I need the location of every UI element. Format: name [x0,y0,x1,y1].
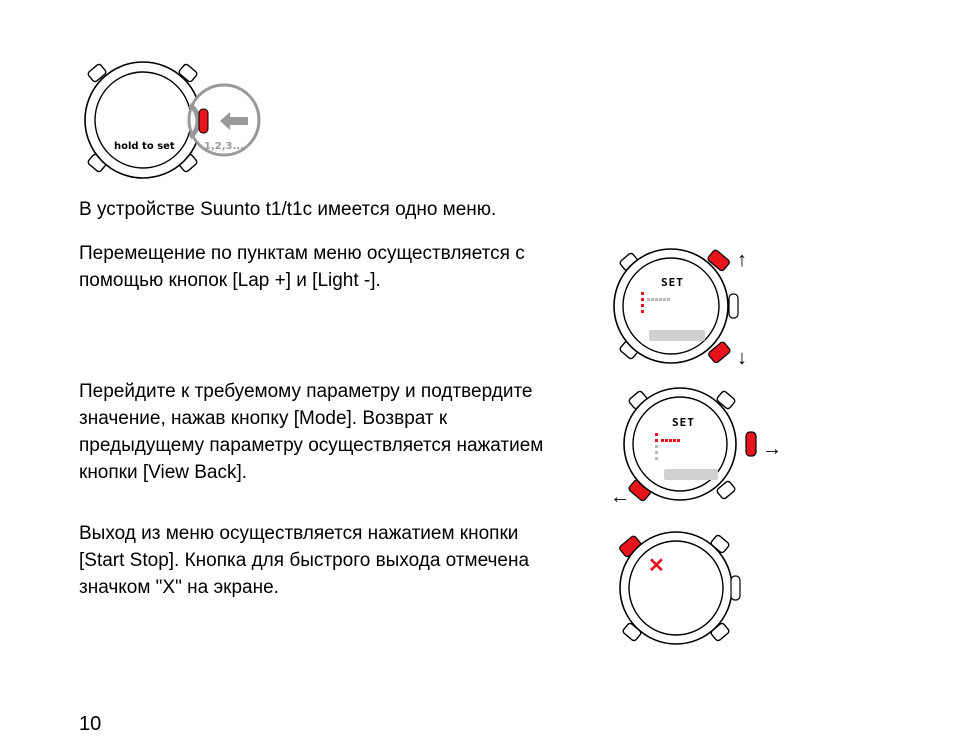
hold-to-set-illustration [78,62,268,187]
screen-title: SET [661,276,684,289]
exit-x-icon: ✕ [648,555,665,577]
arrow-up-icon: ↑ [737,249,747,271]
paragraph-line: значение, нажав кнопку [Mode]. Возврат к [79,408,448,429]
paragraph-navigation [79,240,525,294]
paragraph-line: Выход из меню осуществляется нажатием кнопки [79,523,519,544]
screen-hold-text: hold to set [114,141,175,152]
paragraph-select [79,378,543,486]
paragraph-line: кнопки [View Back]. [79,462,248,483]
paragraph-line: [Start Stop]. Кнопка для быстрого выхода отмечена [79,550,530,571]
paragraph-line: предыдущему параметру осуществляется нажатием [79,435,544,456]
paragraph-line: значком "X" на экране. [79,577,279,598]
mode-button [746,432,756,456]
paragraph-line: В устройстве Suunto t1/t1c имеется одно меню. [79,199,497,220]
paragraph-exit [79,520,529,601]
paragraph-line: помощью кнопок [Lap +] и [Light -]. [79,270,381,291]
arrow-left-icon: ← [610,486,630,508]
confirm-back-illustration [610,388,785,506]
sequence-label: 1,2,3... [204,141,244,152]
exit-illustration [618,530,752,648]
navigation-illustration [613,244,763,370]
screen-title: SET [672,416,695,429]
page-number: 10 [79,713,102,735]
arrow-down-icon: ↓ [737,347,747,369]
paragraph-intro [79,196,496,223]
paragraph-line: Перейдите к требуемому параметру и подтвердите [79,381,533,402]
paragraph-line: Перемещение по пунктам меню осуществляется с [79,243,525,264]
arrow-right-icon: → [762,438,782,460]
